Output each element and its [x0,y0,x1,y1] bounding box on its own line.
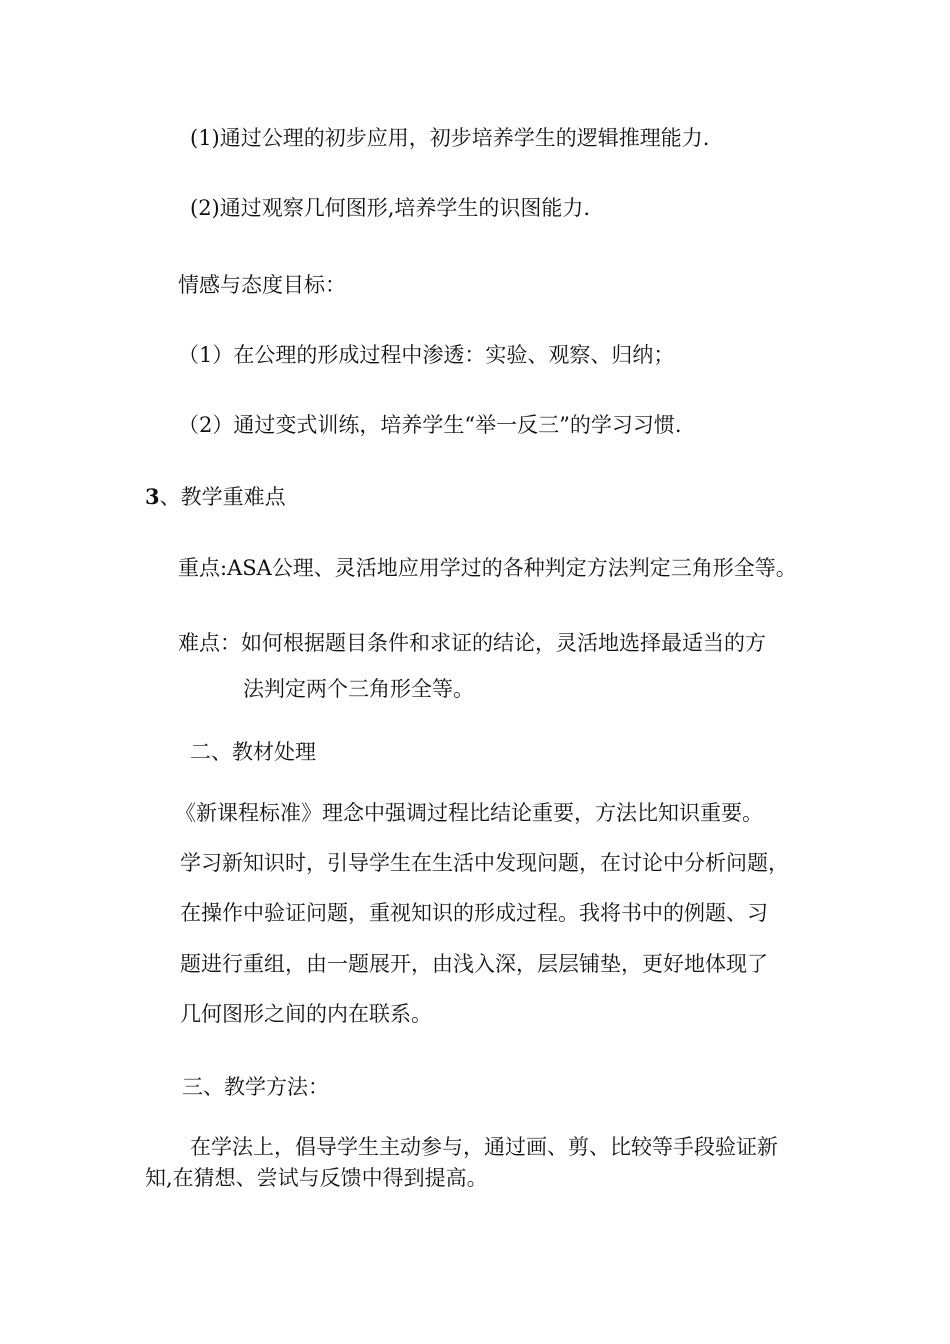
attitude-goals-heading: 情感与态度目标： [178,273,346,297]
materials-line: 《新课程标准》理念中强调过程比结论重要，方法比知识重要。 [175,801,763,825]
key-point-focus: 重点:ASA公理、灵活地应用学过的各种判定方法判定三角形全等。 [178,556,797,580]
methods-heading: 三、教学方法： [182,1075,329,1099]
key-points-heading-number: 3 [145,484,160,509]
attitude-goal-2: （2）通过变式训练，培养学生“举一反三”的学习习惯. [178,413,682,437]
materials-line: 在操作中验证问题，重视知识的形成过程。我将书中的例题、习 [180,901,768,925]
materials-line: 几何图形之间的内在联系。 [180,1002,432,1026]
materials-line: 学习新知识时，引导学生在生活中发现问题，在讨论中分析问题， [180,851,789,875]
skill-goal-2: (2)通过观察几何图形,培养学生的识图能力. [190,196,591,220]
skill-goal-1: (1)通过公理的初步应用，初步培养学生的逻辑推理能力. [190,126,710,150]
methods-line1: 在学法上，倡导学生主动参与，通过画、剪、比较等手段验证新 [190,1135,778,1159]
materials-heading: 二、教材处理 [190,740,316,764]
key-point-difficulty-line1: 难点：如何根据题目条件和求证的结论，灵活地选择最适当的方 [178,631,766,655]
key-point-difficulty-line2: 法判定两个三角形全等。 [243,677,474,701]
key-points-heading-text: 、教学重难点 [159,485,286,509]
methods-line2: 知,在猜想、尝试与反馈中得到提高。 [145,1166,488,1190]
key-points-heading [145,482,286,512]
materials-line: 题进行重组，由一题展开，由浅入深，层层铺垫，更好地体现了 [180,952,768,976]
attitude-goal-1: （1）在公理的形成过程中渗透：实验、观察、归纳； [178,343,675,367]
